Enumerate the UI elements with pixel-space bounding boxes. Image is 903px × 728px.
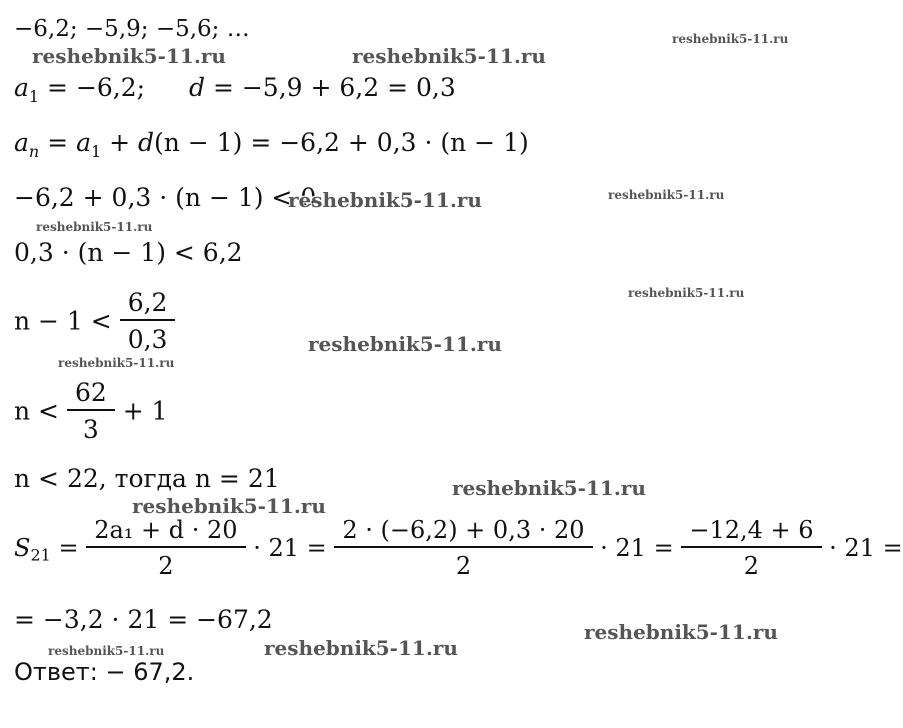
mul-21-b: · 21 =: [600, 534, 674, 562]
watermark: reshebnik5-11.ru: [264, 636, 458, 660]
a1-d-line: $a_1 = -6,2$; d = −5,9 + 6,2 = 0,3: [14, 73, 456, 106]
inequality-2: 0,3 · (n − 1) < 6,2: [14, 238, 243, 267]
answer-line: Ответ: − 67,2.: [14, 658, 195, 686]
watermark: reshebnik5-11.ru: [132, 494, 326, 518]
an-plus: +: [101, 128, 139, 157]
watermark: reshebnik5-11.ru: [288, 188, 482, 212]
a1-definition: = −6,2;: [47, 73, 146, 102]
continuation-line: = −3,2 · 21 = −67,2: [14, 605, 273, 634]
watermark: reshebnik5-11.ru: [628, 286, 745, 300]
inequality-1: −6,2 + 0,3 · (n − 1) < 0: [14, 183, 317, 212]
ineq4-denominator: 3: [67, 409, 115, 442]
s21-fraction-3: [685, 518, 817, 578]
ineq4-fraction: [71, 380, 111, 442]
an-formula-line: $a_n = a_1 + d(n - 1) = -6,2 + 0,3 \cdot (n - 1)$: [14, 128, 529, 161]
ineq4-left: n <: [14, 396, 59, 426]
watermark: reshebnik5-11.ru: [452, 476, 646, 500]
ineq4-numerator: 62: [74, 378, 107, 407]
ineq3-numerator: 6,2: [127, 288, 168, 317]
d-definition: = −5,9 + 6,2 = 0,3: [212, 73, 456, 102]
watermark: reshebnik5-11.ru: [58, 356, 175, 370]
s21-fraction-2: [338, 518, 588, 578]
conclusion-line: n < 22, тогда n = 21: [14, 464, 280, 493]
frac2-denominator: 2: [334, 546, 592, 578]
sequence-line: −6,2; −5,9; −5,6; …: [14, 16, 250, 42]
frac1-numerator: 2a₁ + d · 20: [94, 516, 238, 544]
frac2-numerator: 2 · (−6,2) + 0,3 · 20: [342, 516, 585, 544]
watermark: reshebnik5-11.ru: [308, 332, 502, 356]
s21-label: S: [14, 534, 31, 562]
watermark: reshebnik5-11.ru: [36, 220, 153, 234]
s21-equals: =: [58, 534, 79, 562]
watermark: reshebnik5-11.ru: [672, 32, 789, 46]
s21-subscript: 21: [30, 545, 51, 565]
an-eq: =: [47, 128, 77, 157]
an-rest: (n − 1) = −6,2 + 0,3 · (n − 1): [154, 128, 529, 157]
watermark: reshebnik5-11.ru: [32, 44, 226, 68]
s21-fraction-1: [90, 518, 241, 578]
mul-21-c: · 21 =: [829, 534, 903, 562]
watermark: reshebnik5-11.ru: [608, 188, 725, 202]
frac3-numerator: −12,4 + 6: [689, 516, 814, 544]
frac3-denominator: 2: [681, 546, 821, 578]
frac1-denominator: 2: [86, 546, 245, 578]
inequality-4: [14, 380, 168, 442]
inequality-3: [14, 290, 175, 352]
ineq4-right: + 1: [122, 396, 168, 426]
watermark: reshebnik5-11.ru: [48, 644, 165, 658]
watermark: reshebnik5-11.ru: [352, 44, 546, 68]
ineq3-left: n − 1 <: [14, 306, 112, 336]
watermark: reshebnik5-11.ru: [584, 620, 778, 644]
ineq3-denominator: 0,3: [120, 319, 176, 352]
s21-line: [14, 518, 903, 578]
mul-21-a: · 21 =: [253, 534, 327, 562]
ineq3-fraction: [124, 290, 172, 352]
